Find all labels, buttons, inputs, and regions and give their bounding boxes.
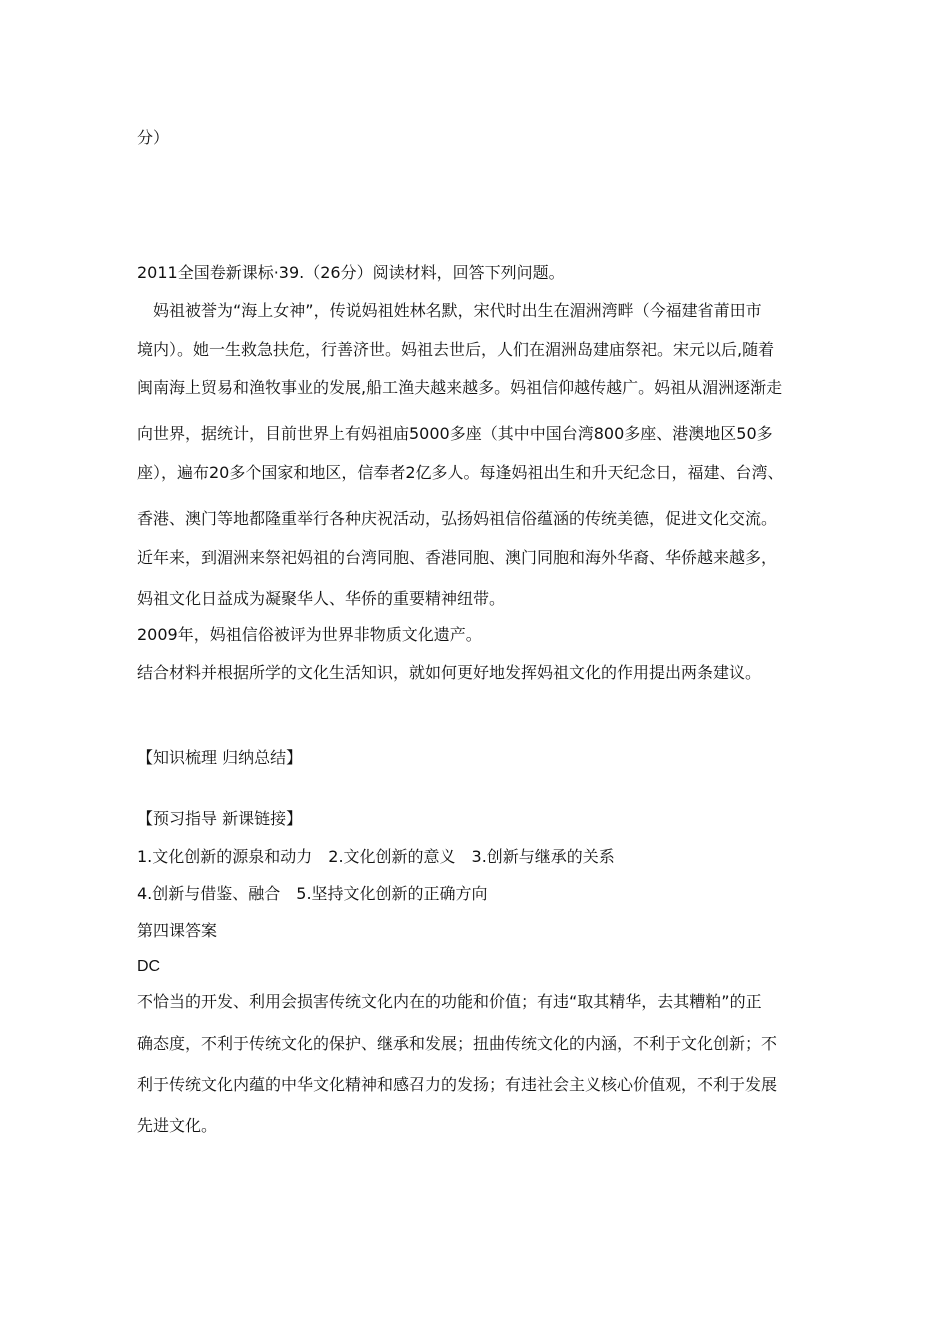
- answer-line-3: 利于传统文化内蕴的中华文化精神和感召力的发扬；有违社会主义核心价值观，不利于发展: [137, 1075, 778, 1094]
- fragment-line: 分）: [137, 128, 170, 147]
- material-line-9: 2009年，妈祖信俗被评为世界非物质文化遗产。: [137, 625, 482, 644]
- question-prompt: 结合材料并根据所学的文化生活知识，就如何更好地发挥妈祖文化的作用提出两条建议。: [137, 663, 762, 682]
- answer-line-4: 先进文化。: [137, 1116, 218, 1135]
- material-line-3: 闽南海上贸易和渔牧事业的发展,船工渔夫越来越多。妈祖信仰越传越广。妈祖从湄洲逐渐走: [137, 378, 783, 397]
- answer-choice: DC: [137, 958, 161, 975]
- answer-line-2: 确态度，不利于传统文化的保护、继承和发展；扭曲传统文化的内涵，不利于文化创新；不: [137, 1034, 778, 1053]
- material-line-5: 座），遍布20多个国家和地区，信奉者2亿多人。每逢妈祖出生和升天纪念日，福建、台湾、: [137, 463, 784, 482]
- material-line-6: 香港、澳门等地都隆重举行各种庆祝活动，弘扬妈祖信俗蕴涵的传统美德，促进文化交流。: [137, 509, 778, 528]
- material-line-4: 向世界，据统计，目前世界上有妈祖庙5000多座（其中中国台湾800多座、港澳地区50多: [137, 424, 773, 443]
- section-summary-heading: 【知识梳理 归纳总结】: [137, 748, 303, 767]
- material-line-7: 近年来，到湄洲来祭祀妈祖的台湾同胞、香港同胞、澳门同胞和海外华裔、华侨越来越多，: [137, 548, 778, 567]
- preview-item-line-2: 4.创新与借鉴、融合 5.坚持文化创新的正确方向: [137, 884, 488, 903]
- material-line-2: 境内）。她一生救急扶危，行善济世。妈祖去世后，人们在湄洲岛建庙祭祀。宋元以后,随着: [137, 340, 775, 359]
- question-header: 2011全国卷新课标·39.（26分）阅读材料，回答下列问题。: [137, 263, 565, 282]
- material-line-8: 妈祖文化日益成为凝聚华人、华侨的重要精神纽带。: [137, 589, 506, 608]
- section-preview-heading: 【预习指导 新课链接】: [137, 809, 303, 828]
- answer-title: 第四课答案: [137, 921, 218, 940]
- preview-item-line-1: 1.文化创新的源泉和动力 2.文化创新的意义 3.创新与继承的关系: [137, 847, 615, 866]
- material-line-1: 妈祖被誉为“海上女神”，传说妈祖姓林名默，宋代时出生在湄洲湾畔（今福建省莆田市: [137, 301, 762, 320]
- answer-line-1: 不恰当的开发、利用会损害传统文化内在的功能和价值；有违“取其精华，去其糟粕”的正: [137, 992, 762, 1011]
